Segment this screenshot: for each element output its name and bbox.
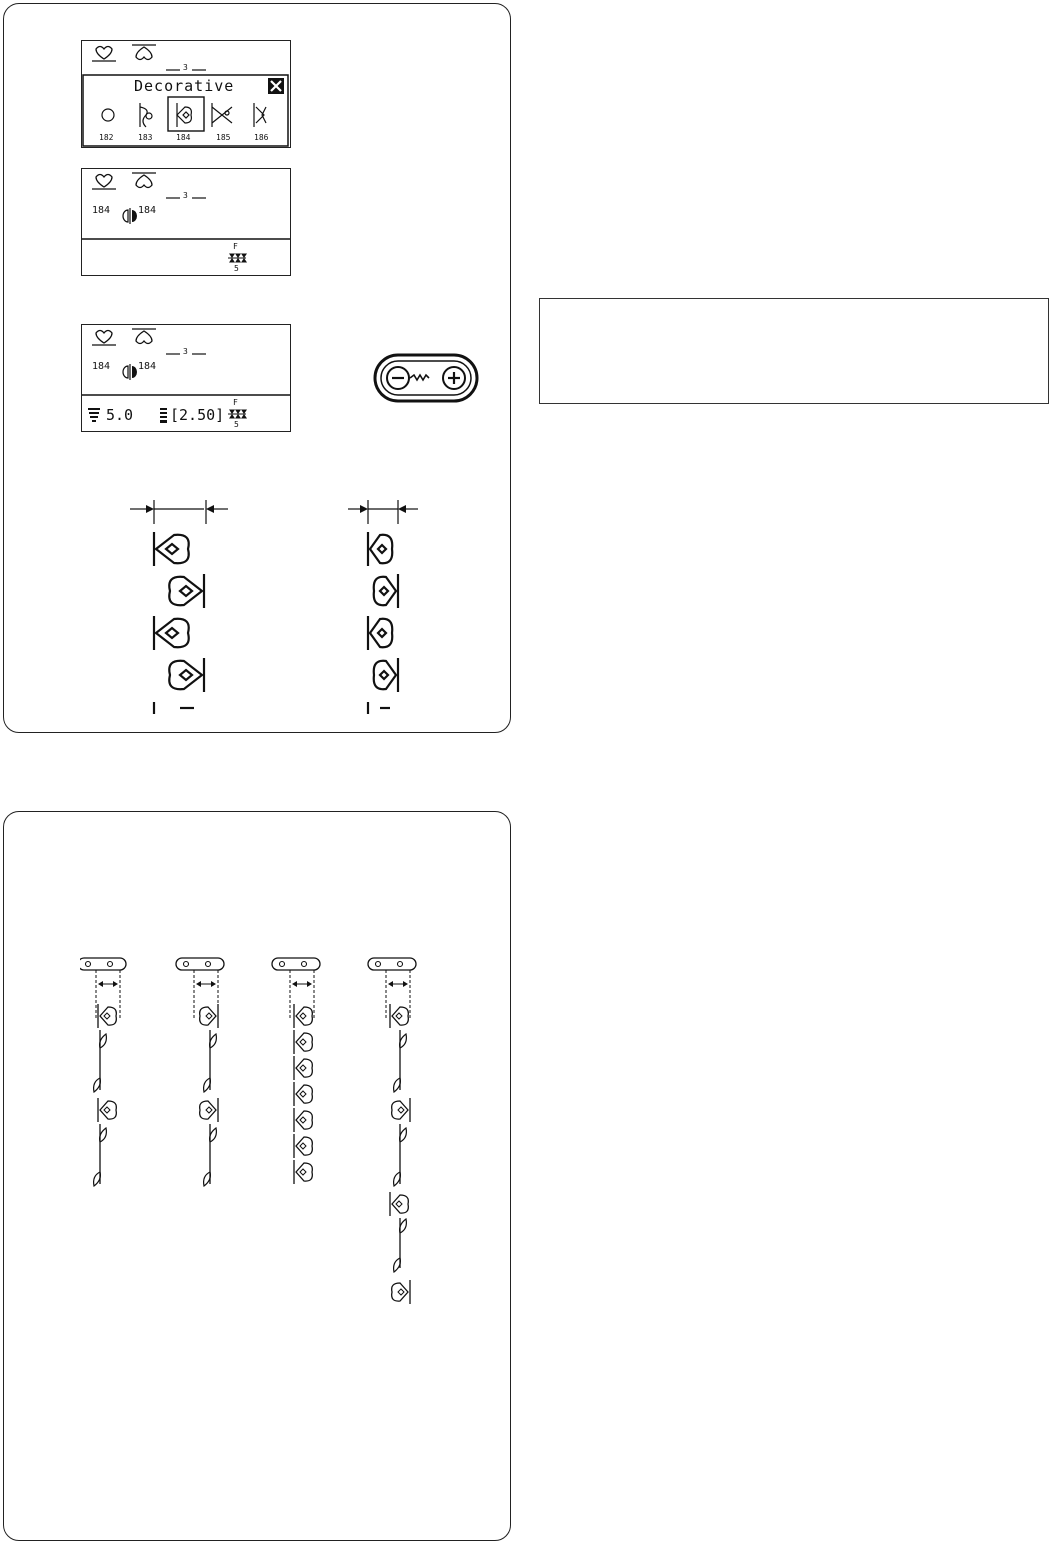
- lcd-screen-2-graphics: [82, 169, 290, 275]
- heart-stitch-mark: [294, 1004, 312, 1028]
- lcd-screen-decorative-menu: [81, 40, 291, 148]
- pattern-183-icon: [140, 103, 152, 127]
- pattern-number[interactable]: 184: [176, 133, 191, 142]
- stitch-length-icon: [160, 408, 167, 423]
- twin-needle-count: 3: [183, 63, 188, 72]
- width-adjust-key[interactable]: [372, 352, 480, 404]
- heart-stitch-mark: [200, 1098, 218, 1122]
- heart-stitch-mark: [294, 1056, 312, 1080]
- pattern-182-icon: [102, 109, 114, 121]
- twin-needle-count: 3: [183, 191, 188, 200]
- pattern-number[interactable]: 183: [138, 133, 153, 142]
- heart-stitch-mark: [294, 1082, 312, 1106]
- foot-letter: F: [233, 242, 238, 251]
- tension-value: 5: [234, 420, 239, 429]
- stitch-sample-wide: [120, 494, 240, 714]
- close-icon: [268, 78, 284, 94]
- mirror-pattern-number: 184: [138, 361, 157, 372]
- heart-stitch-mark: [98, 1004, 116, 1028]
- heart-stitch-mark: [294, 1134, 312, 1158]
- pattern-number[interactable]: 185: [216, 133, 231, 142]
- pattern-number[interactable]: 182: [99, 133, 114, 142]
- heart-pattern-reverse-icon: [132, 45, 156, 60]
- pattern-186-icon: [254, 103, 266, 127]
- mirror-image-icon: [123, 208, 137, 224]
- presser-foot-icon: [228, 254, 246, 262]
- mirror-image-icon: [123, 364, 137, 380]
- note-box: [539, 298, 1049, 404]
- heart-stitch-mark: [98, 1098, 116, 1122]
- heart-pattern-icon: [92, 331, 116, 346]
- stitch-sample-narrow: [340, 494, 430, 714]
- stitch-width-icon: [88, 408, 100, 422]
- stitch-combination-graphics: [80, 950, 440, 1330]
- pattern-number: 184: [92, 205, 111, 216]
- stitch-combination-diagrams: [80, 950, 440, 1330]
- pattern-184-icon: [177, 103, 191, 127]
- needle-plate-icon: [80, 958, 126, 970]
- heart-stitch-mark: [390, 1004, 408, 1028]
- heart-stitch-mark: [294, 1160, 312, 1184]
- heart-pattern-icon: [92, 47, 116, 62]
- heart-stitch-mark: [294, 1108, 312, 1132]
- presser-foot-icon: [228, 410, 246, 418]
- menu-title: Decorative: [134, 77, 235, 95]
- pattern-185-icon: [212, 103, 232, 127]
- heart-pattern-reverse-icon: [132, 329, 156, 344]
- heart-stitch-mark: [392, 1280, 410, 1304]
- stitch-width-value: 5.0: [106, 406, 134, 424]
- pattern-number: 184: [92, 361, 111, 372]
- lcd-screen-pattern-184: [81, 168, 291, 276]
- twin-needle-count: 3: [183, 347, 188, 356]
- lcd-screen-width-length: [81, 324, 291, 432]
- heart-pattern-reverse-icon: [132, 173, 156, 188]
- width-adjust-key-icon: [372, 352, 480, 404]
- heart-pattern-icon: [92, 175, 116, 190]
- foot-letter: F: [233, 398, 238, 407]
- heart-stitch-mark: [390, 1192, 408, 1216]
- heart-stitch-mark: [200, 1004, 218, 1028]
- heart-stitch-mark: [392, 1098, 410, 1122]
- tension-value: 5: [234, 264, 239, 273]
- pattern-number[interactable]: 186: [254, 133, 269, 142]
- mirror-pattern-number: 184: [138, 205, 157, 216]
- stitch-length-value: [2.50]: [170, 406, 225, 424]
- heart-stitch-mark: [294, 1030, 312, 1054]
